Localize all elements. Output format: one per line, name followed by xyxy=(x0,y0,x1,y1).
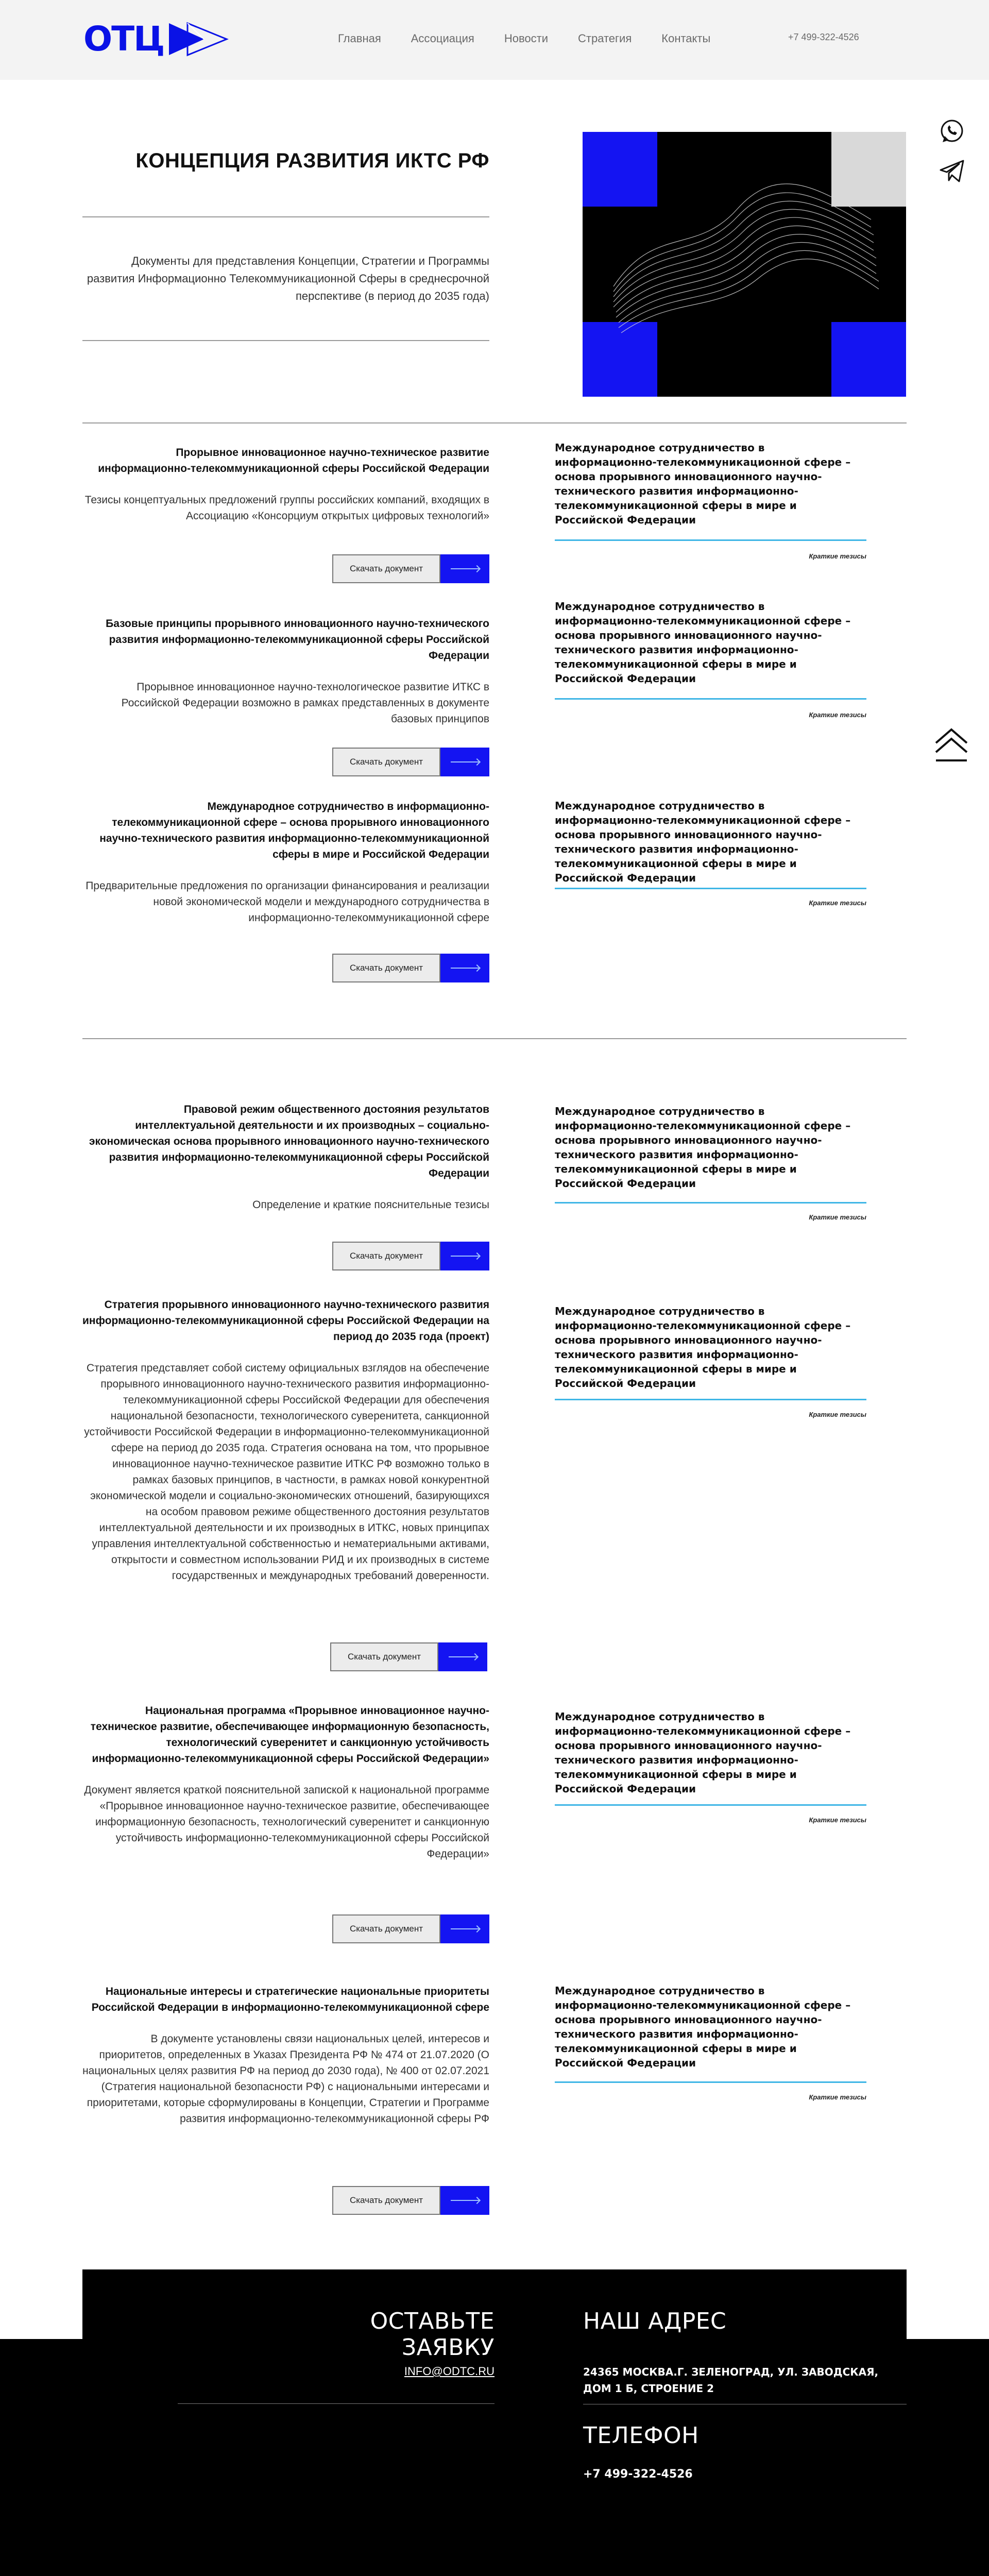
document-description: Прорывное инновационное научно-технологическое развитие ИТКС в Российской Федерации возможно в рамках представленных в документе базовых принципов xyxy=(121,681,489,725)
thesis-underline xyxy=(555,1804,866,1806)
download-button[interactable] xyxy=(332,748,489,776)
document-description: Предварительные предложения по организации финансирования и реализации новой экономической модели и международного сотрудничества в информационно-телекоммуникационной сфере xyxy=(86,880,489,924)
document-card xyxy=(82,1101,489,1213)
arrow-right-icon xyxy=(440,954,489,982)
document-card xyxy=(82,616,489,727)
thesis-link[interactable]: Краткие тезисы xyxy=(809,711,866,719)
document-title: Базовые принципы прорывного инновационного научно-технического развития информационно-телекоммуникационной сферы Российской Федерации xyxy=(106,618,489,662)
thesis-link[interactable]: Краткие тезисы xyxy=(809,552,866,560)
site-header xyxy=(0,0,989,80)
document-title: Национальные интересы и стратегические национальные приоритеты Российской Федерации в информационно-телекоммуникационной сфере xyxy=(91,1986,489,2013)
nav-item-home[interactable]: Главная xyxy=(338,32,381,45)
footer-address: 24365 МОСКВА.Г. ЗЕЛЕНОГРАД, УЛ. ЗАВОДСКАЯ, ДОМ 1 Б, СТРОЕНИЕ 2 xyxy=(583,2366,879,2395)
arrow-right-icon xyxy=(440,1914,489,1943)
thesis-link[interactable]: Краткие тезисы xyxy=(809,1816,866,1824)
thesis-card xyxy=(555,1984,866,2070)
thesis-link[interactable]: Краткие тезисы xyxy=(809,899,866,907)
nav-item-contacts[interactable]: Контакты xyxy=(661,32,711,45)
download-label: Скачать документ xyxy=(332,1242,440,1270)
thesis-underline xyxy=(555,1399,866,1400)
download-label: Скачать документ xyxy=(332,554,440,583)
nav-item-news[interactable]: Новости xyxy=(504,32,549,45)
document-card xyxy=(82,1703,489,1862)
arrow-right-icon xyxy=(440,554,489,583)
arrow-right-icon xyxy=(440,1242,489,1270)
download-button[interactable] xyxy=(332,1242,489,1270)
download-button[interactable] xyxy=(332,1914,489,1943)
page-title: КОНЦЕПЦИЯ РАЗВИТИЯ ИКТС РФ xyxy=(135,149,489,172)
main-nav xyxy=(338,31,740,46)
nav-item-strategy[interactable]: Стратегия xyxy=(578,32,632,45)
thesis-title: Международное сотрудничество в информационно-телекоммуникационной сфере – основа прорывного инновационного научно-технического развития информационно-телекоммуникационной сферы в мире и Российской Федерации xyxy=(555,1985,851,2069)
thesis-underline xyxy=(555,888,866,889)
download-button[interactable] xyxy=(332,554,489,583)
thesis-title: Международное сотрудничество в информационно-телекоммуникационной сфере – основа прорывного инновационного научно-технического развития информационно-телекоммуникационной сферы в мире и Российской Федерации xyxy=(555,1105,851,1190)
arrow-right-icon xyxy=(440,2186,489,2215)
thesis-title: Международное сотрудничество в информационно-телекоммуникационной сфере – основа прорывного инновационного научно-технического развития информационно-телекоммуникационной сферы в мире и Российской Федерации xyxy=(555,1305,851,1389)
document-description: В документе установлены связи национальных целей, интересов и приоритетов, определенных в Указах Президента РФ № 474 от 21.07.2020 (О национальных целях развития РФ на период до 2030 года), № 400 от 02.07.2021 (Стратегия национальной безопасности РФ) с национальными интересами и приоритетами, которые сформулированы в Концепции, Стратегии и Программе развития информационно-телекоммуникационной сферы РФ xyxy=(82,2033,489,2125)
document-title: Национальная программа «Прорывное инновационное научно-техническое развитие, обеспечивающее информационную безопасность, технологический суверенитет и санкционную устойчивость информационно-телекоммуникационной сферы Российской Федерации» xyxy=(90,1705,489,1765)
arrow-right-icon xyxy=(440,748,489,776)
telegram-icon[interactable] xyxy=(939,158,965,184)
footer-email[interactable]: INFO@ODTC.RU xyxy=(404,2365,494,2378)
thesis-title: Международное сотрудничество в информационно-телекоммуникационной сфере – основа прорывного инновационного научно-технического развития информационно-телекоммуникационной сферы в мире и Российской Федерации xyxy=(555,800,851,884)
document-card xyxy=(82,445,489,524)
address-title: НАШ АДРЕС xyxy=(583,2308,727,2334)
thesis-title: Международное сотрудничество в информационно-телекоммуникационной сфере – основа прорывного инновационного научно-технического развития информационно-телекоммуникационной сферы в мире и Российской Федерации xyxy=(555,442,851,526)
phone-title: ТЕЛЕФОН xyxy=(583,2422,699,2449)
thesis-title: Международное сотрудничество в информационно-телекоммуникационной сфере – основа прорывного инновационного научно-технического развития информационно-телекоммуникационной сферы в мире и Российской Федерации xyxy=(555,600,851,685)
thesis-card xyxy=(555,1104,866,1191)
header-phone[interactable]: +7 499-322-4526 xyxy=(788,32,859,42)
thesis-underline xyxy=(555,1202,866,1204)
thesis-card xyxy=(555,1709,866,1796)
document-title: Международное сотрудничество в информационно-телекоммуникационной сфере – основа прорывного инновационного научно-технического развития информационно-телекоммуникационной сферы в мире и Российской Федерации xyxy=(99,801,489,860)
download-label: Скачать документ xyxy=(332,954,440,982)
footer-divider xyxy=(178,2403,494,2404)
thesis-card xyxy=(555,1304,866,1391)
hero-description: Документы для представления Концепции, Стратегии и Программы развития Информационно Телекоммуникационной Сферы в среднесрочной перспективе (в период до 2035 года) xyxy=(87,255,489,302)
wave-graphic xyxy=(583,132,906,397)
document-card xyxy=(82,1297,489,1584)
document-description: Тезисы концептуальных предложений группы российских компаний, входящих в Ассоциацию «Консорциум открытых цифровых технологий» xyxy=(84,494,489,522)
divider xyxy=(82,216,489,217)
section-divider xyxy=(82,1038,907,1039)
logo-triangle-icon xyxy=(167,21,229,57)
whatsapp-icon[interactable] xyxy=(939,117,965,144)
thesis-link[interactable]: Краткие тезисы xyxy=(809,1213,866,1221)
hero-image xyxy=(583,132,906,397)
thesis-link[interactable]: Краткие тезисы xyxy=(809,1411,866,1418)
site-logo[interactable] xyxy=(83,19,229,60)
document-title: Стратегия прорывного инновационного научно-технического развития информационно-телекоммуникационной сферы Российской Федерации на период до 2035 года (проект) xyxy=(82,1299,489,1343)
nav-item-association[interactable]: Ассоциация xyxy=(411,32,474,45)
thesis-underline xyxy=(555,698,866,700)
document-card xyxy=(82,1984,489,2127)
document-description: Определение и краткие пояснительные тезисы xyxy=(252,1199,489,1211)
download-label: Скачать документ xyxy=(332,748,440,776)
document-description: Документ является краткой пояснительной запиской к национальной программе «Прорывное инновационное научно-техническое развитие, обеспечивающее информационную безопасность, технологический суверенитет и санкционную устойчивость информационно-телекоммуникационной сферы Российской Федерации» xyxy=(84,1784,489,1860)
document-description: Стратегия представляет собой систему официальных взглядов на обеспечение прорывного инновационного научно-технического развития информационно-телекоммуникационной сферы Российской Федерации для обеспечения национальной безопасности, технологического суверенитета, санкционной устойчивости Российской Федерации в информационно-телекоммуникационной сфере на период до 2035 года. Стратегия основана на том, что прорывное инновационное научно-техническое развитие ИТКС РФ возможно только в рамках базовых принципов, в частности, в рамках новой конкурентной экономической модели и социально-экономических отношений, базирующихся на особом правовом режиме общественного достояния результатов интеллектуальной деятельности и их производных в ИТКС, новых принципах управления интеллектуальной собственностью и нематериальными активами, открытости и совместном использовании РИД и их производных в системе государственных и международных требований доверенности. xyxy=(84,1362,489,1582)
scroll-top-icon[interactable] xyxy=(933,726,969,764)
download-button[interactable] xyxy=(332,2186,489,2215)
thesis-card xyxy=(555,799,866,885)
footer xyxy=(82,2269,907,2576)
section-divider xyxy=(82,422,907,423)
download-label: Скачать документ xyxy=(332,1914,440,1943)
download-label: Скачать документ xyxy=(332,2186,440,2215)
document-title: Прорывное инновационное научно-техническое развитие информационно-телекоммуникационной сферы Российской Федерации xyxy=(98,447,489,474)
thesis-card xyxy=(555,440,866,527)
request-title: ОСТАВЬТЕ ЗАЯВКУ xyxy=(370,2308,494,2361)
arrow-right-icon xyxy=(438,1642,487,1671)
divider xyxy=(82,340,489,341)
thesis-title: Международное сотрудничество в информационно-телекоммуникационной сфере – основа прорывного инновационного научно-технического развития информационно-телекоммуникационной сферы в мире и Российской Федерации xyxy=(555,1710,851,1795)
thesis-underline xyxy=(555,2081,866,2083)
footer-phone[interactable]: +7 499-322-4526 xyxy=(583,2468,693,2481)
download-button[interactable] xyxy=(332,954,489,982)
document-title: Правовой режим общественного достояния результатов интеллектуальной деятельности и их производных – социально-экономическая основа прорывного инновационного научно-технического развития информационно-телекоммуникационной сферы Российской Федерации xyxy=(89,1104,489,1179)
download-label: Скачать документ xyxy=(330,1642,438,1671)
thesis-underline xyxy=(555,539,866,541)
download-button[interactable] xyxy=(330,1642,487,1671)
logo-text: ОТЦ xyxy=(83,19,164,59)
thesis-card xyxy=(555,599,866,686)
thesis-link[interactable]: Краткие тезисы xyxy=(809,2093,866,2101)
document-card xyxy=(82,799,489,926)
